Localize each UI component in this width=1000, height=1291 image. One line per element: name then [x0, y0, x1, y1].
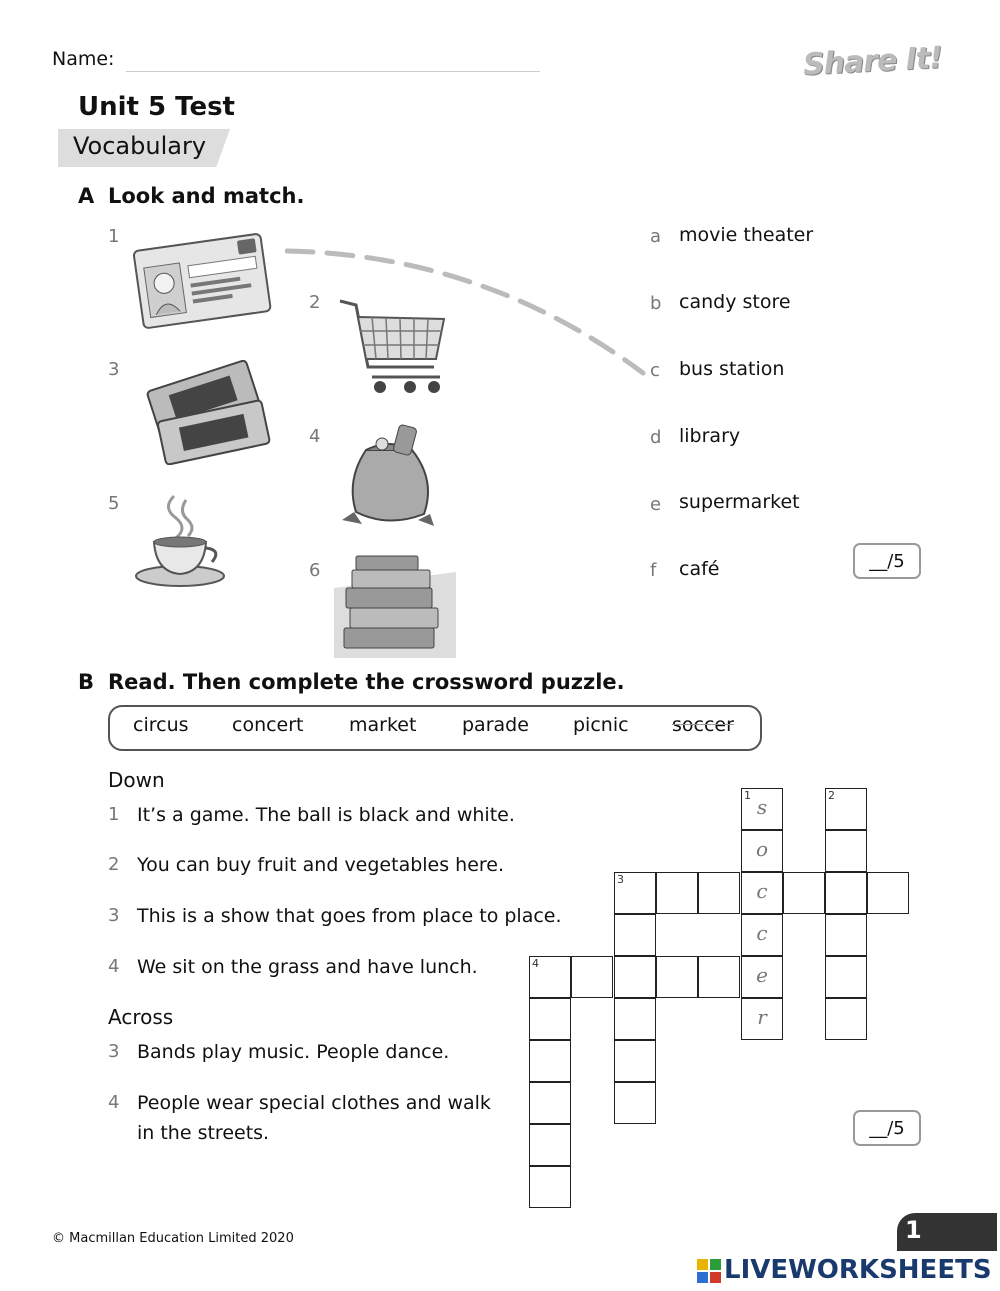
crossword-cell[interactable] — [614, 872, 656, 914]
crossword-cell[interactable] — [741, 914, 783, 956]
crossword-cell[interactable] — [529, 1040, 571, 1082]
crossword-cell[interactable] — [614, 998, 656, 1040]
picture-number-3: 3 — [108, 359, 120, 380]
picture-number-6: 6 — [309, 560, 321, 581]
clue-text: Bands play music. People dance. — [137, 1041, 450, 1063]
coffee-cup-icon — [132, 490, 232, 590]
crossword-cell[interactable] — [529, 1124, 571, 1166]
cell-number: 2 — [828, 789, 835, 802]
word-bank-item: market — [349, 714, 417, 736]
option-word-f[interactable]: café — [679, 558, 720, 580]
crossword-cell[interactable] — [741, 998, 783, 1040]
option-word-e[interactable]: supermarket — [679, 491, 800, 513]
crossword-cell[interactable] — [825, 872, 867, 914]
option-letter-a: a — [650, 226, 662, 247]
cell-letter: s — [756, 795, 768, 819]
cell-number: 4 — [532, 957, 539, 970]
crossword-cell[interactable] — [614, 956, 656, 998]
clue-number: 4 — [108, 956, 120, 977]
crossword-cell[interactable] — [825, 830, 867, 872]
books-icon — [334, 550, 456, 658]
clue-text: You can buy fruit and vegetables here. — [137, 854, 505, 876]
crossword-cell[interactable] — [867, 872, 909, 914]
section-a-title: Look and match. — [108, 184, 305, 208]
clue-number: 3 — [108, 905, 120, 926]
clue-number: 2 — [108, 854, 120, 875]
example-match-line — [285, 245, 655, 380]
clue-text: in the streets. — [137, 1122, 270, 1144]
clue-number: 3 — [108, 1041, 120, 1062]
picture-number-5: 5 — [108, 493, 120, 514]
cell-letter: o — [755, 837, 769, 861]
crossword-cell[interactable] — [741, 788, 783, 830]
across-label: Across — [108, 1005, 174, 1029]
copyright: © Macmillan Education Limited 2020 — [52, 1231, 294, 1246]
tickets-icon — [136, 360, 276, 465]
bus-pass-icon — [130, 230, 275, 330]
option-word-b[interactable]: candy store — [679, 291, 791, 313]
picture-number-4: 4 — [309, 426, 321, 447]
section-b-letter: B — [78, 670, 95, 694]
share-it-logo: Share It! — [802, 40, 943, 83]
cell-number: 3 — [617, 873, 624, 886]
option-letter-e: e — [650, 494, 662, 515]
crossword-cell[interactable] — [783, 872, 825, 914]
crossword-cell[interactable] — [529, 1166, 571, 1208]
crossword-cell[interactable] — [741, 872, 783, 914]
crossword-cell[interactable] — [825, 998, 867, 1040]
section-a-score: __/5 — [853, 543, 921, 579]
cell-letter: e — [756, 963, 768, 987]
liveworksheets-logo-icon — [697, 1259, 721, 1283]
crossword-cell[interactable] — [825, 788, 867, 830]
option-letter-b: b — [650, 293, 662, 314]
down-label: Down — [108, 768, 165, 792]
crossword-cell[interactable] — [825, 914, 867, 956]
word-bank-item: concert — [232, 714, 304, 736]
crossword-cell[interactable] — [529, 956, 571, 998]
crossword-cell[interactable] — [741, 956, 783, 998]
option-word-c[interactable]: bus station — [679, 358, 785, 380]
crossword-cell[interactable] — [825, 956, 867, 998]
crossword-cell[interactable] — [698, 872, 740, 914]
unit-title: Unit 5 Test — [78, 92, 235, 122]
cell-letter: c — [756, 879, 768, 903]
name-line[interactable] — [126, 71, 540, 72]
word-bank-item-used: soccer — [672, 714, 734, 736]
candy-bag-icon — [336, 420, 441, 530]
cell-number: 1 — [744, 789, 751, 802]
word-bank-item: circus — [133, 714, 189, 736]
crossword-cell[interactable] — [614, 914, 656, 956]
page-number: 1 — [905, 1216, 922, 1244]
cell-letter: c — [756, 921, 768, 945]
option-letter-d: d — [650, 427, 662, 448]
section-b-score: __/5 — [853, 1110, 921, 1146]
liveworksheets-brand[interactable]: LIVEWORKSHEETS — [724, 1255, 992, 1285]
word-bank — [108, 705, 762, 751]
picture-number-1: 1 — [108, 226, 120, 247]
clue-text: It’s a game. The ball is black and white. — [137, 804, 515, 826]
clue-number: 4 — [108, 1092, 120, 1113]
section-b-title: Read. Then complete the crossword puzzle. — [108, 670, 625, 694]
clue-text: We sit on the grass and have lunch. — [137, 956, 478, 978]
picture-number-2: 2 — [309, 292, 321, 313]
crossword-cell[interactable] — [614, 1082, 656, 1124]
name-label: Name: — [52, 48, 115, 70]
crossword-cell[interactable] — [741, 830, 783, 872]
option-letter-f: f — [650, 560, 657, 581]
section-a-letter: A — [78, 184, 95, 208]
word-bank-item: parade — [462, 714, 529, 736]
clue-text: People wear special clothes and walk — [137, 1092, 491, 1114]
clue-text: This is a show that goes from place to place. — [137, 905, 562, 927]
option-letter-c: c — [650, 360, 660, 381]
section-band-label: Vocabulary — [73, 132, 207, 160]
cell-letter: r — [757, 1005, 767, 1029]
crossword-cell[interactable] — [529, 1082, 571, 1124]
crossword-cell[interactable] — [656, 872, 698, 914]
crossword-cell[interactable] — [698, 956, 740, 998]
word-bank-item: picnic — [573, 714, 629, 736]
crossword-cell[interactable] — [571, 956, 613, 998]
clue-number: 1 — [108, 804, 120, 825]
crossword-cell[interactable] — [614, 1040, 656, 1082]
crossword-cell[interactable] — [529, 998, 571, 1040]
crossword-cell[interactable] — [656, 956, 698, 998]
option-word-a[interactable]: movie theater — [679, 224, 814, 246]
option-word-d[interactable]: library — [679, 425, 741, 447]
